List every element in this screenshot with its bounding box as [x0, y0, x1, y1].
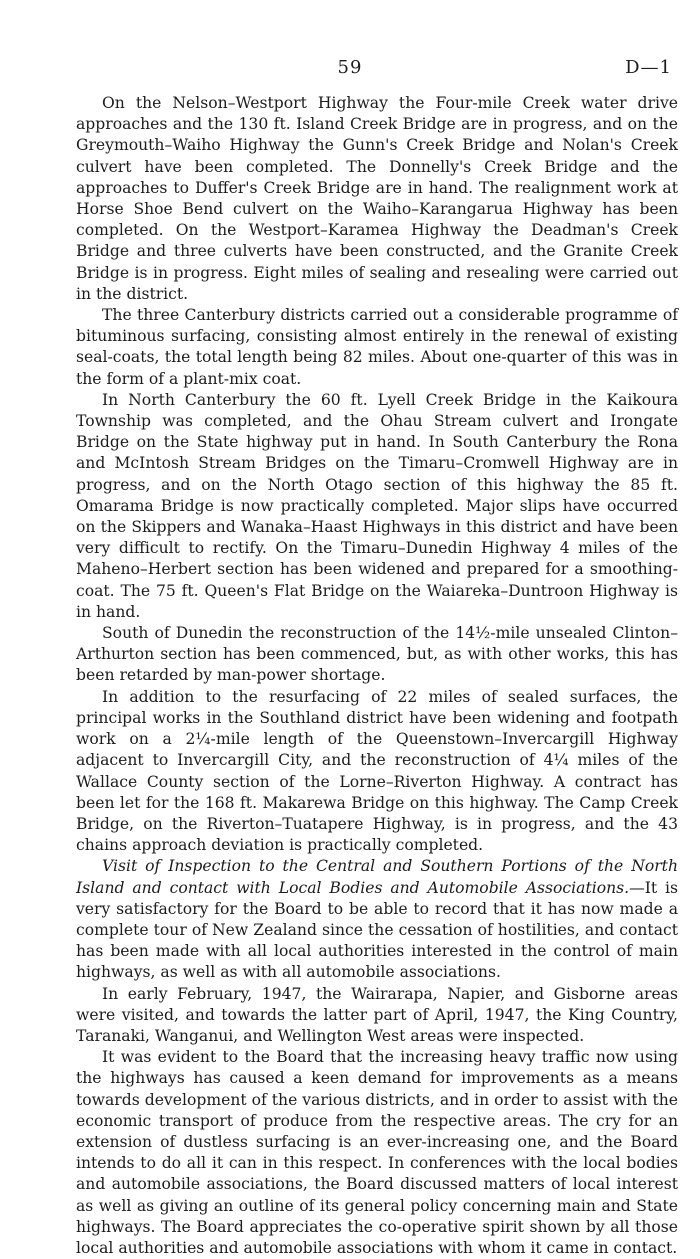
paragraph-inspection-text: —It is very satisfactory for the Board to be able to record that it has now made a complete tour of New Zealand since the cessation of hostilities, and contact has been made with all local authorities interested in the control of main highways, as well as with all automobile associations.	[76, 878, 678, 982]
document-reference: D—1	[625, 57, 672, 78]
paragraph-south-of-dunedin: South of Dunedin the reconstruction of the 14½-mile unsealed Clinton–Arthurton section has been commenced, but, as with other works, this has been retarded by man-power shortage.	[76, 624, 678, 685]
paragraph-southland-works: In addition to the resurfacing of 22 miles of sealed surfaces, the principal works in the Southland district have been widening and footpath work on a 2¼-mile length of the Queenstown–Invercargill Highway adjacent to Invercargill City, and the reconstruction of 4¼ miles of the Wallace County section of the Lorne–Riverton Highway. A contract has been let for the 168 ft. Makarewa Bridge on this highway. The Camp Creek Bridge, on the Riverton–Tuatapere Highway, is in progress, and the 43 chains approach deviation is practically completed.	[76, 687, 678, 855]
paragraph-north-canterbury-works: In North Canterbury the 60 ft. Lyell Creek Bridge in the Kaikoura Township was completed, and the Ohau Stream culvert and Irongate Bridge on the State highway put in hand. In South Canterbury the Rona and McIntosh Stream Bridges on the Timaru–Cromwell Highway are in progress, and on the North Otago section of this highway the 85 ft. Omarama Bridge is now practically completed. Major slips have occurred on the Skippers and Wanaka–Haast Highways in this district and have been very difficult to rectify. On the Timaru–Dunedin Highway 4 miles of the Maheno–Herbert section has been widened and prepared for a smoothing-coat. The 75 ft. Queen's Flat Bridge on the Waiareka–Duntroon Highway is in hand.	[76, 390, 678, 621]
section-heading: Visit of Inspection to the Central and Southern Portions of the North Island and contact with Local Bodies and Automobile Associations.	[76, 857, 678, 897]
body-text	[76, 93, 678, 1259]
paragraph-west-coast-works: On the Nelson–Westport Highway the Four-mile Creek water drive approaches and the 130 ft. Island Creek Bridge are in progress, and on the Greymouth–Waiho Highway the Gunn's Creek Bridge and Nolan's Creek culvert have been completed. The Donnelly's Creek Bridge and the approaches to Duffer's Creek Bridge are in hand. The realignment work at Horse Shoe Bend culvert on the Waiho–Karangarua Highway has been completed. On the Westport–Karamea Highway the Deadman's Creek Bridge and three culverts have been constructed, and the Granite Creek Bridge is in progress. Eight miles of sealing and resealing were carried out in the district.	[76, 94, 678, 303]
paragraph-board-policy: It was evident to the Board that the increasing heavy traffic now using the highways has caused a keen demand for improvements as a means towards development of the various districts, and in order to assist with the economic transport of produce from the respective areas. The cry for an extension of dustless surfacing is an ever-increasing one, and the Board intends to do all it can in this respect. In conferences with the local bodies and automobile associations, the Board discussed matters of local interest as well as giving an outline of its general policy concerning main and State highways. The Board appreciates the co-operative spirit shown by all those local authorities and automobile associations with whom it came in contact.	[76, 1048, 678, 1257]
paragraph-areas-visited: In early February, 1947, the Wairarapa, Napier, and Gisborne areas were visited, and towards the latter part of April, 1947, the King Country, Taranaki, Wanganui, and Wellington West areas were inspected.	[76, 984, 678, 1045]
page-number: 59	[337, 57, 363, 78]
paragraph-canterbury-surfacing: The three Canterbury districts carried out a considerable programme of bituminous surfacing, consisting almost entirely in the renewal of existing seal-coats, the total length being 82 miles. About one-quarter of this was in the form of a plant-mix coat.	[76, 306, 678, 388]
paragraph-inspection-visit	[76, 856, 678, 983]
